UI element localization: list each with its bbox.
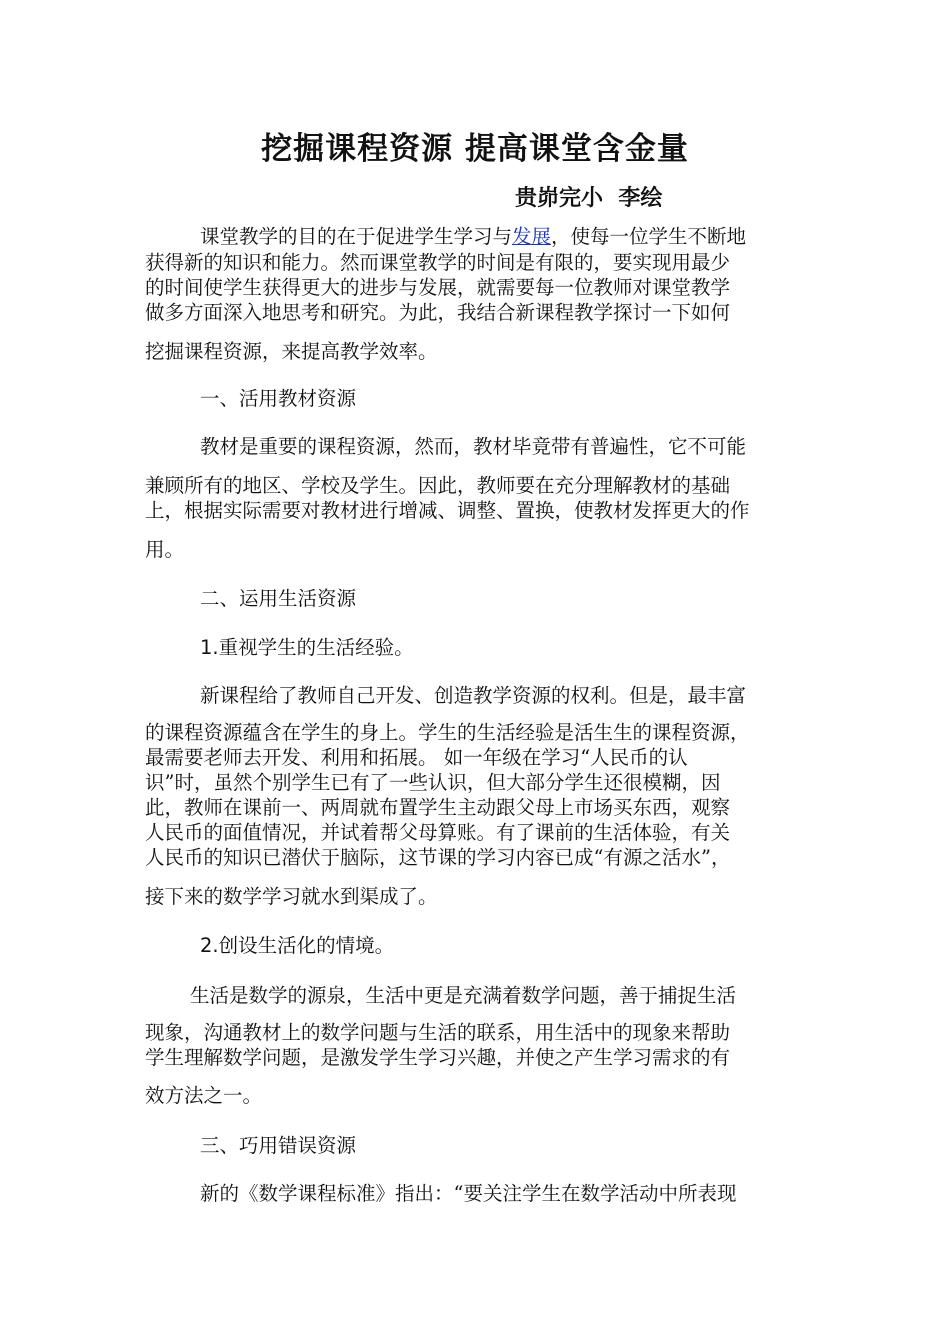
section-2-p1-line-8: 接下来的数学学习就水到渠成了。 <box>145 885 438 908</box>
subheading-1-text: 重视学生的生活经验。 <box>218 636 414 659</box>
section-2-p2-line-2: 现象，沟通教材上的数学问题与生活的联系，用生活中的现象来帮助 <box>145 1021 731 1044</box>
document-title: 挖掘课程资源 提高课堂含金量 <box>261 131 689 167</box>
section-2-p1-line-7: 人民币的知识已潜伏于脑际，这节课的学习内容已成“有源之活水”， <box>145 846 731 869</box>
section-2-p1-line-6: 人民币的面值情况，并试着帮父母算账。有了课前的生活体验，有关 <box>145 821 731 844</box>
intro-text-after-link: ，使每一位学生不断地 <box>551 225 747 248</box>
section-2-p2-line-4: 效方法之一。 <box>145 1084 263 1107</box>
author-line: 贵峁完小 李绘 <box>515 186 663 211</box>
section-3-heading: 三、巧用错误资源 <box>200 1134 357 1157</box>
section-2-subheading-2 <box>200 933 394 959</box>
section-2-subheading-1 <box>200 635 414 661</box>
subheading-1-number: 1. <box>200 636 219 659</box>
subheading-2-text: 创设生活化的情境。 <box>218 934 395 957</box>
section-1-line-3: 上，根据实际需要对教材进行增减、调整、置换，使教材发挥更大的作 <box>145 499 750 522</box>
intro-line-2: 获得新的知识和能力。然而课堂教学的时间是有限的，要实现用最少 <box>145 251 731 274</box>
subheading-2-number: 2. <box>200 934 219 957</box>
section-1-line-4: 用。 <box>145 538 185 561</box>
section-2-p1-line-5: 此，教师在课前一、两周就布置学生主动跟父母上市场买东西，观察 <box>145 796 731 819</box>
section-2-p2-line-3: 学生理解数学问题，是激发学生学习兴趣，并使之产生学习需求的有 <box>145 1046 731 1069</box>
intro-line-5: 挖掘课程资源，来提高教学效率。 <box>145 340 438 363</box>
intro-line-3: 的时间使学生获得更大的进步与发展，就需要每一位教师对课堂教学 <box>145 276 731 299</box>
section-1-line-1: 教材是重要的课程资源，然而，教材毕竟带有普遍性，它不可能 <box>200 435 747 458</box>
section-2-p1-line-4: 识”时，虽然个别学生已有了一些认识，但大部分学生还很模糊，因 <box>145 771 721 794</box>
section-2-p2-line-1: 生活是数学的源泉，生活中更是充满着数学问题，善于捕捉生活 <box>190 984 737 1007</box>
section-2-p1-line-3: 最需要老师去开发、利用和拓展。 如一年级在学习“人民币的认 <box>145 746 688 769</box>
intro-line-4: 做多方面深入地思考和研究。为此，我结合新课程教学探讨一下如何 <box>145 301 731 324</box>
section-2-p1-line-2: 的课程资源蕴含在学生的身上。学生的生活经验是活生生的课程资源， <box>145 721 750 744</box>
intro-line-1 <box>200 224 746 250</box>
section-3-line-1: 新的《数学课程标准》指出：“要关注学生在数学活动中所表现 <box>200 1182 737 1205</box>
intro-text-before-link: 课堂教学的目的在于促进学生学习与 <box>200 225 513 248</box>
development-link[interactable]: 发展 <box>512 225 552 248</box>
section-1-line-2: 兼顾所有的地区、学校及学生。因此，教师要在充分理解教材的基础 <box>145 474 731 497</box>
section-1-heading: 一、活用教材资源 <box>200 387 357 410</box>
section-2-heading: 二、运用生活资源 <box>200 587 357 610</box>
section-2-p1-line-1: 新课程给了教师自己开发、创造教学资源的权利。但是，最丰富 <box>200 684 747 707</box>
